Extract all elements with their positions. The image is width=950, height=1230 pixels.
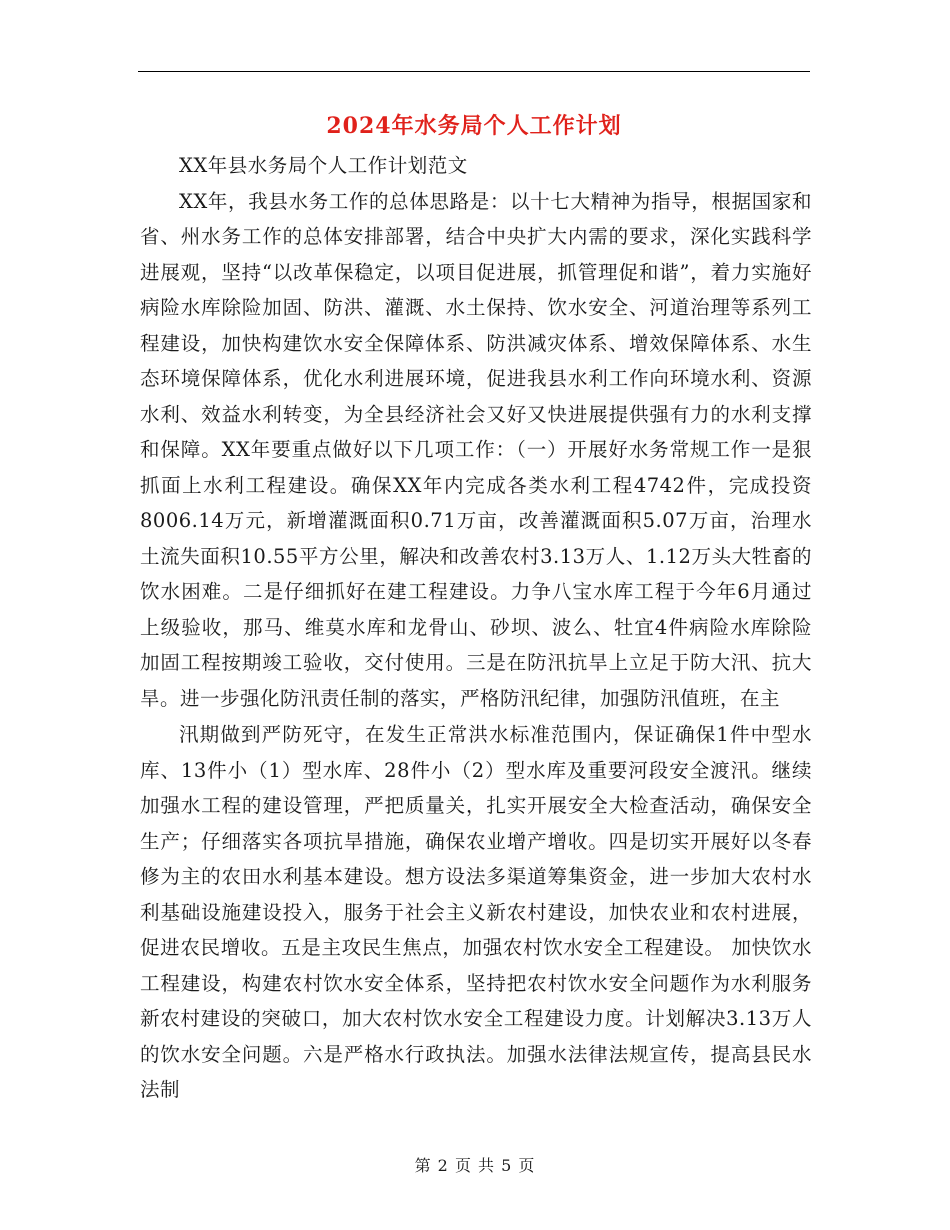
header-rule xyxy=(138,71,810,72)
paragraph-subtitle: XX年县水务局个人工作计划范文 xyxy=(179,154,468,177)
paragraph-body-2: 汛期做到严防死守，在发生正常洪水标准范围内，保证确保1件中型水库、13件小（1）型水库、28件小（2）型水库及重要河段安全渡汛。继续加强水工程的建设管理，严把质量关，扎实开展安全大检查活动，确保安全生产；仔细落实各项抗旱措施，确保农业增产增收。四是切实开展好以冬春修为主的农田水利基本建设。想方设法多渠道筹集资金，进一步加大农村水利基础设施建设投入，服务于社会主义新农村建设，加快农业和农村进展，促进农民增收。五是主攻民生焦点，加强农村饮水安全工程建设。 加快饮水工程建设，构建农村饮水安全体系，坚持把农村饮水安全问题作为水利服务新农村建设的突破口，加大农村饮水安全工程建设力度。计划解决3.13万人的饮水安全问题。六是严格水行政执法。加强水法律法规宣传，提高县民水法制 xyxy=(140,723,812,1101)
paragraph-body-1: XX年，我县水务工作的总体思路是：以十七大精神为指导，根据国家和省、州水务工作的总体安排部署，结合中央扩大内需的要求，深化实践科学进展观，坚持“以改革保稳定，以项目促进展，抓管理促和谐”，着力实施好病险水库除险加固、防洪、灌溉、水土保持、饮水安全、河道治理等系列工程建设，加快构建饮水安全保障体系、防洪减灾体系、增效保障体系、水生态环境保障体系，优化水利进展环境，促进我县水利工作向环境水利、资源水利、效益水利转变，为全县经济社会又好又快进展提供强有力的水利支撑和保障。XX年要重点做好以下几项工作：（一）开展好水务常规工作一是狠抓面上水利工程建设。确保XX年内完成各类水利工程4742件，完成投资8006.14万元，新增灌溉面积0.71万亩，改善灌溉面积5.07万亩，治理水土流失面积10.55平方公里，解决和改善农村3.13万人、1.12万头大牲畜的饮水困难。二是仔细抓好在建工程建设。力争八宝水库工程于今年6月通过上级验收，那马、维莫水库和龙骨山、砂坝、波么、牡宜4件病险水库除险加固工程按期竣工验收，交付使用。三是在防汛抗旱上立足于防大汛、抗大旱。进一步强化防汛责任制的落实，严格防汛纪律，加强防汛值班，在主 xyxy=(140,189,812,710)
document-title: 2024年水务局个人工作计划 xyxy=(326,113,622,139)
document-body xyxy=(140,148,812,1108)
page-number-footer: 第 2 页 共 5 页 xyxy=(414,1156,536,1175)
